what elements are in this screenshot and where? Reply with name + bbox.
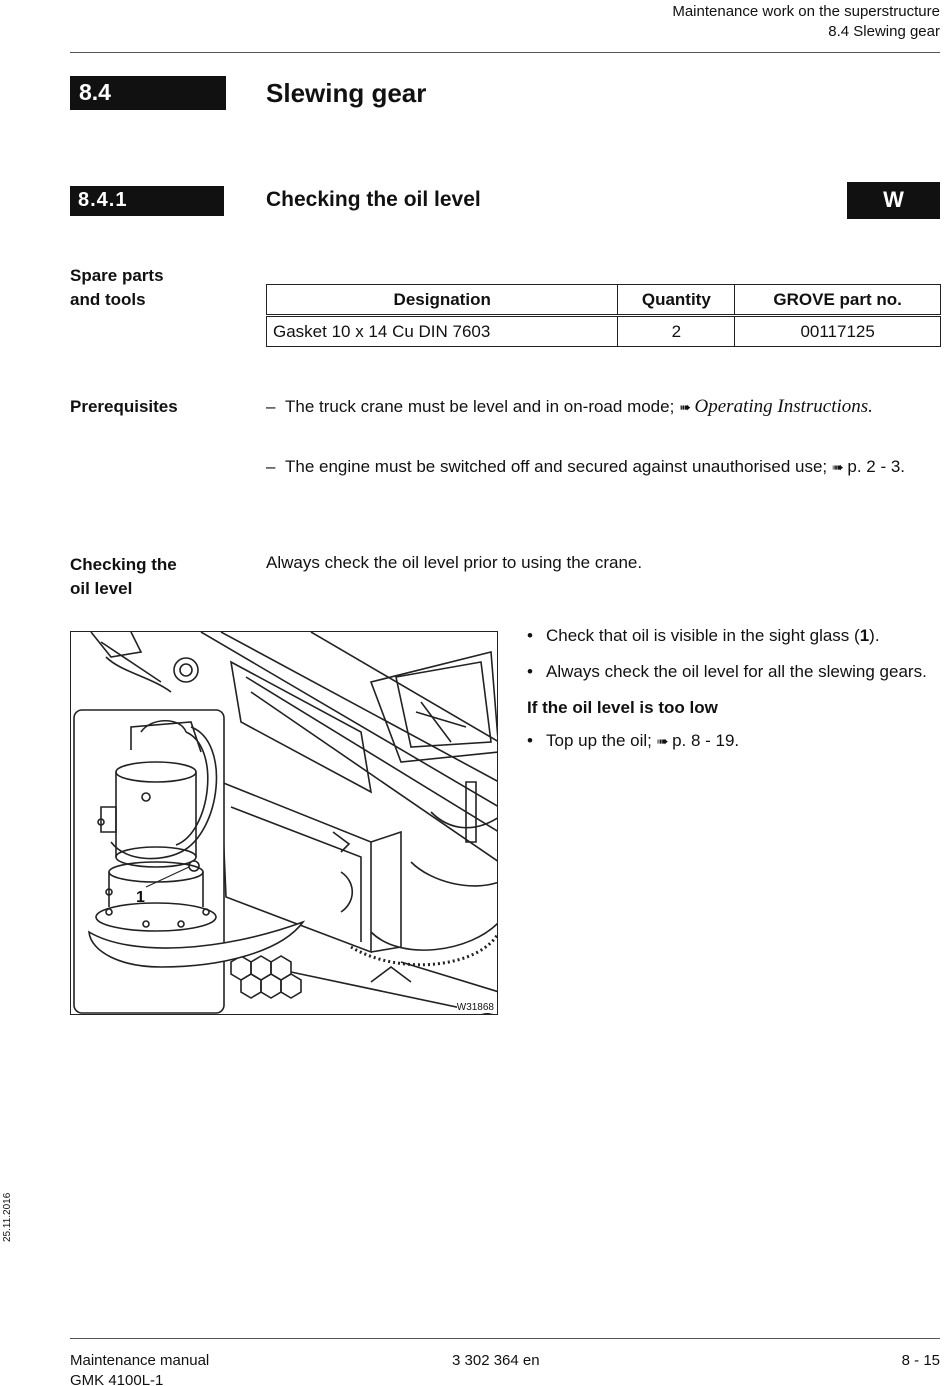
spare-parts-label (70, 264, 164, 312)
spare-parts-table (266, 284, 941, 347)
list-item (527, 729, 942, 753)
revision-date: 25.11.2016 (2, 1192, 13, 1242)
section-number: 8.4 (70, 76, 226, 110)
checking-steps (527, 624, 942, 765)
cross-reference-arrow-icon: ➠ (679, 399, 690, 415)
checking-label-line1: Checking the (70, 555, 177, 574)
step-text: Top up the oil; (546, 731, 652, 750)
cross-reference-arrow-icon: ➠ (656, 733, 668, 749)
spare-parts-label-line1: Spare parts (70, 266, 164, 285)
subsection-number: 8.4.1 (70, 186, 224, 216)
column-header-quantity: Quantity (618, 285, 735, 316)
checking-oil-level-label (70, 553, 177, 601)
bullet-marker: • (527, 731, 533, 750)
cross-reference-arrow-icon: ➠ (831, 459, 843, 475)
prerequisite-item (266, 455, 946, 479)
prerequisites-label: Prerequisites (70, 397, 178, 416)
cross-reference-link[interactable]: p. 8 - 19. (672, 731, 740, 750)
figure-id: W31868 (456, 1002, 494, 1013)
figure-callout-1: 1 (136, 889, 145, 906)
step-text: Always check the oil level for all the slewing gears. (546, 662, 927, 681)
maintenance-interval-badge: W (847, 182, 940, 219)
checking-label-line2: oil level (70, 579, 133, 598)
spare-parts-label-line2: and tools (70, 290, 146, 309)
bullet-marker: • (527, 662, 533, 681)
prerequisite-text: The truck crane must be level and in on-road mode; (285, 397, 675, 416)
cross-reference-link[interactable]: p. 2 - 3. (847, 457, 905, 476)
running-header-section: 8.4 Slewing gear (828, 23, 940, 40)
step-callout-ref: 1 (859, 626, 870, 645)
slewing-gear-illustration (70, 631, 498, 1015)
step-text-end: ). (869, 626, 880, 645)
column-header-part-no: GROVE part no. (735, 285, 941, 316)
footer-manual-line1: Maintenance manual (70, 1352, 210, 1369)
dash-marker: – (266, 397, 276, 416)
checking-intro-text: Always check the oil level prior to using the crane. (266, 553, 643, 572)
list-item (527, 624, 942, 648)
prerequisite-item (266, 395, 946, 419)
slewing-gear-drawing (71, 632, 498, 1015)
section-title: Slewing gear (266, 78, 427, 108)
footer-document-number: 3 302 364 en (452, 1352, 540, 1369)
column-header-designation: Designation (267, 285, 618, 316)
cell-part-no: 00117125 (735, 316, 941, 347)
low-oil-subheading: If the oil level is too low (527, 698, 718, 717)
table-row (267, 316, 941, 347)
subsection-title: Checking the oil level (266, 188, 481, 211)
footer-manual-line2: GMK 4100L-1 (70, 1372, 164, 1386)
footer-manual-title (70, 1351, 209, 1386)
running-header-chapter: Maintenance work on the superstructure (672, 3, 940, 20)
cross-reference-link[interactable]: Operating Instructions. (694, 396, 873, 417)
page-number: 8 - 15 (901, 1352, 940, 1369)
step-text: Check that oil is visible in the sight glass ( (546, 626, 860, 645)
cell-quantity: 2 (618, 316, 735, 347)
cell-designation: Gasket 10 x 14 Cu DIN 7603 (267, 316, 618, 347)
prerequisite-text: The engine must be switched off and secured against unauthorised use; (285, 457, 828, 476)
list-item (527, 660, 942, 684)
dash-marker: – (266, 457, 276, 476)
bullet-marker: • (527, 626, 533, 645)
header-rule (70, 52, 940, 53)
footer-rule (70, 1338, 940, 1339)
table-header-row (267, 285, 941, 316)
